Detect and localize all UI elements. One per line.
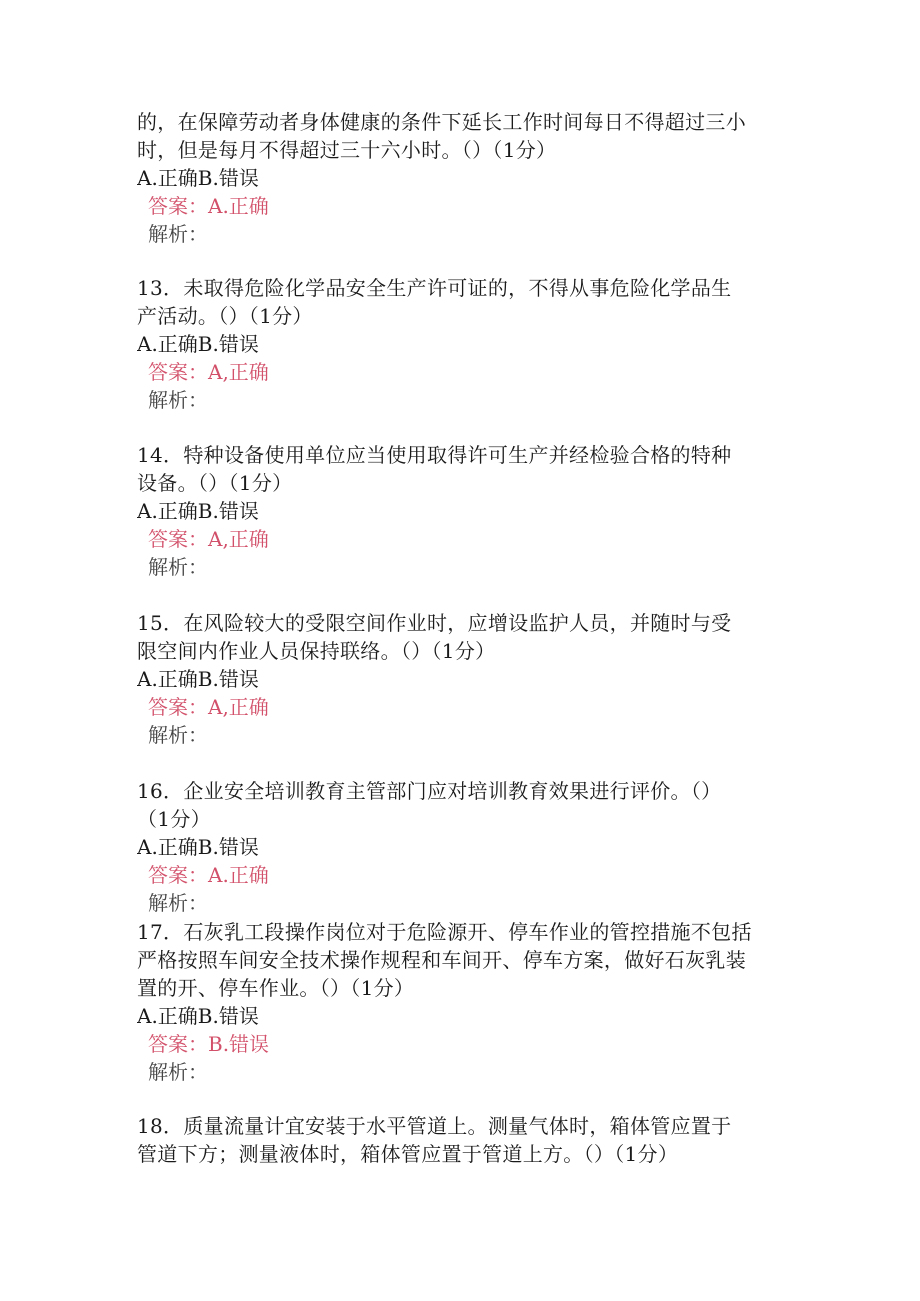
question-answer: 答案：A,正确: [148, 695, 269, 719]
question-stem-line: 的，在保障劳动者身体健康的条件下延长工作时间每日不得超过三小: [137, 110, 746, 134]
question-explanation: 解析：: [148, 1060, 208, 1084]
question-stem-line: 14．特种设备使用单位应当使用取得许可生产并经检验合格的特种: [137, 443, 732, 467]
question-answer: 答案：A.正确: [148, 863, 269, 887]
question-answer: 答案：A.正确: [148, 194, 269, 218]
question-14: [137, 441, 787, 581]
question-16: [137, 777, 787, 917]
question-options: A.正确B.错误: [137, 667, 259, 691]
question-17: [137, 918, 787, 1086]
question-answer: 答案：A,正确: [148, 527, 269, 551]
question-stem-line: 13．未取得危险化学品安全生产许可证的，不得从事危险化学品生: [137, 276, 732, 300]
question-explanation: 解析：: [148, 723, 208, 747]
question-stem-line: 15．在风险较大的受限空间作业时，应增设监护人员，并随时与受: [137, 611, 732, 635]
question-12: [137, 108, 787, 248]
question-explanation: 解析：: [148, 891, 208, 915]
question-answer: 答案：B.错误: [148, 1032, 270, 1056]
question-options: A.正确B.错误: [137, 499, 259, 523]
question-explanation: 解析：: [148, 222, 208, 246]
question-explanation: 解析：: [148, 388, 208, 412]
question-stem-line: （1分）: [137, 807, 211, 831]
question-explanation: 解析：: [148, 555, 208, 579]
question-stem-line: 严格按照车间安全技术操作规程和车间开、停车方案，做好石灰乳装: [137, 948, 746, 972]
question-stem-line: 设备。（）（1分）: [137, 471, 293, 495]
question-13: [137, 274, 787, 414]
question-options: A.正确B.错误: [137, 1004, 259, 1028]
question-stem-line: 17．石灰乳工段操作岗位对于危险源开、停车作业的管控措施不包括: [137, 920, 752, 944]
question-stem-line: 16．企业安全培训教育主管部门应对培训教育效果进行评价。（）: [137, 779, 722, 803]
question-stem-line: 产活动。（）（1分）: [137, 304, 313, 328]
question-stem-line: 18．质量流量计宜安装于水平管道上。测量气体时，箱体管应置于: [137, 1114, 732, 1138]
question-options: A.正确B.错误: [137, 835, 259, 859]
question-15: [137, 609, 787, 749]
question-stem-line: 置的开、停车作业。（）（1分）: [137, 976, 415, 1000]
question-answer: 答案：A,正确: [148, 360, 269, 384]
question-options: A.正确B.错误: [137, 166, 259, 190]
question-18: [137, 1112, 787, 1168]
question-options: A.正确B.错误: [137, 332, 259, 356]
question-stem-line: 时，但是每月不得超过三十六小时。（）（1分）: [137, 138, 557, 162]
question-stem-line: 限空间内作业人员保持联络。（）（1分）: [137, 639, 496, 663]
question-stem-line: 管道下方；测量液体时，箱体管应置于管道上方。（）（1分）: [137, 1142, 679, 1166]
